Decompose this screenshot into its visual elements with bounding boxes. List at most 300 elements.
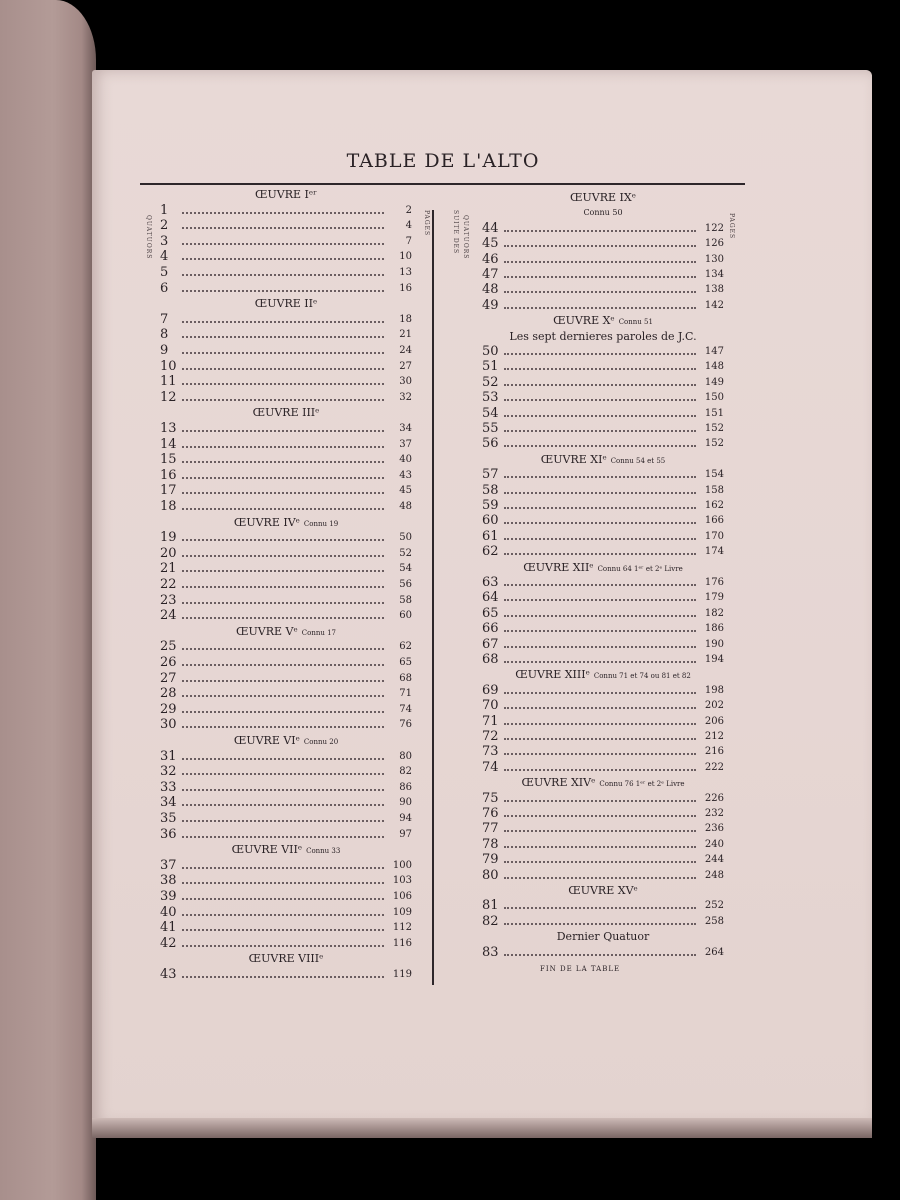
table-row [482,683,724,699]
dot-leader [182,820,384,822]
page-number: 149 [704,376,724,388]
dot-leader [504,846,696,848]
dot-leader [504,907,696,909]
dot-leader [182,976,384,978]
quartet-number: 54 [482,405,499,421]
table-row [482,483,724,499]
quartet-number: 71 [482,713,499,729]
table-row [482,714,724,730]
table-row [160,421,412,437]
section-heading [160,405,412,421]
section-heading [482,205,724,221]
table-row [482,760,724,776]
quartet-number: 27 [160,670,177,686]
page-number: 179 [704,592,724,604]
table-row [160,203,412,219]
page-number: 24 [399,345,412,356]
table-row [482,513,724,529]
quartet-number: 72 [482,729,499,744]
quartet-number: 60 [482,513,499,529]
page-number: 158 [704,484,724,496]
quartet-number: 68 [482,652,499,667]
table-row [482,898,724,914]
table-row [160,218,412,234]
quartet-number: 14 [160,436,177,452]
page-number: 56 [399,579,412,590]
quartet-number: 13 [160,421,177,436]
page-number: 222 [704,761,724,773]
section-heading [160,187,412,203]
page-number: 232 [704,808,724,819]
quartet-number: 16 [160,467,177,483]
quartet-number: 39 [160,889,177,904]
quartet-number: 78 [482,836,499,852]
table-row [482,436,724,452]
quartet-number: 31 [160,748,177,764]
quartet-number: 38 [160,873,177,889]
page-number: 52 [399,547,412,559]
table-row [482,606,724,622]
page-number: 198 [704,684,724,696]
quartet-number: 34 [160,795,177,811]
page-number: 65 [399,657,412,668]
quartet-number: 46 [482,251,499,267]
heading-note: Connu 33 [306,847,341,856]
table-row [482,698,724,714]
page-number: 2 [405,204,412,216]
quartet-number: 77 [482,821,499,837]
quartet-number: 22 [160,577,177,592]
page-number: 45 [399,485,412,497]
quartet-number: 70 [482,698,499,714]
table-row [160,717,412,733]
table-row [160,312,412,328]
section-heading [160,624,412,640]
dot-leader [504,492,696,494]
page-number: 162 [704,500,724,511]
page-number: 82 [399,766,412,778]
section-heading [482,560,724,576]
dot-leader [182,352,384,354]
side-label-quatuors: QUATUORS [145,215,152,260]
section-heading [160,951,412,967]
quartet-number: 66 [482,621,499,637]
dot-leader [504,261,696,263]
table-row [482,652,724,668]
quartet-number: 33 [160,779,177,795]
dot-leader [182,711,384,713]
dot-leader [182,617,384,619]
quartet-number: 3 [160,233,169,249]
page-number: 27 [399,360,412,372]
heading-note: Connu 76 1ᵉʳ et 2ᵉ Livre [599,780,685,789]
side-label-suite: SUITE DES [452,210,459,255]
page-number: 150 [704,392,724,404]
page-number: 170 [704,530,724,542]
table-row [482,837,724,853]
dot-leader [504,954,696,956]
dot-leader [504,245,696,247]
page-number: 54 [399,563,412,575]
page-number: 94 [399,813,412,824]
dot-leader [182,290,384,292]
quartet-number: 40 [160,904,177,920]
page-number: 248 [704,869,724,881]
heading-text: ŒUVRE Iᵉʳ [255,188,317,201]
table-row [482,467,724,483]
page-title: TABLE DE L'ALTO [346,150,540,172]
dot-leader [504,599,696,601]
quartet-number: 80 [482,867,499,883]
table-row [160,265,412,281]
page-number: 152 [704,438,724,450]
quartet-number: 52 [482,374,499,390]
table-row [160,374,412,390]
section-heading [482,313,724,329]
table-row [160,686,412,702]
quartet-number: 74 [482,759,499,775]
table-row [160,577,412,593]
quartet-number: 69 [482,682,499,698]
table-row [160,593,412,609]
dot-leader [504,553,696,555]
page-number: 148 [704,361,724,373]
section-heading [482,190,724,206]
page-number: 74 [399,703,412,715]
quartet-number: 17 [160,483,177,499]
heading-text: ŒUVRE VIIᵉ [231,843,303,857]
quartet-number: 12 [160,389,177,405]
page-number: 50 [399,532,412,544]
title-rule [140,183,745,185]
page-number: 43 [399,469,412,481]
dot-leader [504,522,696,524]
page-number: 32 [399,391,412,403]
dot-leader [504,415,696,417]
dot-leader [504,584,696,586]
dot-leader [182,648,384,650]
table-row [482,729,724,745]
page-number: 264 [704,946,724,958]
quartet-number: 47 [482,267,499,282]
page-number: 103 [392,875,412,887]
page-number: 80 [399,750,412,762]
page-number: 202 [704,700,724,712]
table-row [160,468,412,484]
table-row [160,452,412,468]
section-heading [482,929,724,945]
quartet-number: 82 [482,913,499,929]
dot-leader [182,336,384,338]
quartet-number: 11 [160,374,177,390]
table-row [160,249,412,265]
dot-leader [504,476,696,478]
dot-leader [182,274,384,276]
page-number: 130 [704,253,724,265]
dot-leader [182,945,384,947]
dot-leader [182,882,384,884]
dot-leader [504,399,696,401]
table-row [482,421,724,437]
quartet-number: 44 [482,220,499,236]
heading-text: ŒUVRE IIIᵉ [252,406,320,420]
heading-text: ŒUVRE XVᵉ [568,884,638,897]
page-number: 48 [399,501,412,512]
page-number: 206 [704,715,724,727]
table-row [160,920,412,936]
page-number: 134 [704,269,724,280]
quartet-number: 45 [482,236,499,252]
table-row [160,390,412,406]
table-row [482,267,724,283]
quartet-number: 26 [160,655,177,670]
dot-leader [182,680,384,682]
table-row [160,483,412,499]
page-number: 138 [704,284,724,296]
heading-text: ŒUVRE XIIIᵉ [515,668,590,682]
dot-leader [504,753,696,755]
table-row [160,858,412,874]
table-row [160,967,412,983]
page-number: 119 [392,969,412,980]
page-number: 71 [399,688,412,700]
table-row [160,546,412,562]
left-column [160,187,412,982]
table-row [160,359,412,375]
page-number: 122 [704,222,724,234]
dot-leader [182,586,384,588]
heading-text: ŒUVRE XIIᵉ [523,560,594,574]
page-number: 152 [704,423,724,434]
quartet-number: 50 [482,344,499,359]
heading-note: Connu 54 et 55 [610,456,666,465]
page-number: 7 [405,235,412,247]
page-number: 40 [399,454,412,466]
page-number: 30 [399,376,412,388]
dot-leader [182,726,384,728]
dot-leader [182,570,384,572]
quartet-number: 7 [160,311,169,327]
quartet-number: 4 [160,249,169,265]
page-number: 226 [704,792,724,804]
dot-leader [504,661,696,663]
dot-leader [504,291,696,293]
section-heading [160,842,412,858]
quartet-number: 61 [482,528,499,544]
table-row [482,621,724,637]
quartet-number: 42 [160,935,177,951]
quartet-number: 49 [482,297,499,313]
dot-leader [504,738,696,740]
section-heading [482,667,724,683]
table-row [160,873,412,889]
table-row [160,811,412,827]
dot-leader [182,602,384,604]
dot-leader [504,230,696,232]
quartet-number: 15 [160,452,177,468]
quartet-number: 24 [160,608,177,624]
table-row [160,608,412,624]
page-number: 147 [704,346,724,357]
heading-text: ŒUVRE IIᵉ [254,297,318,311]
table-row [482,945,724,961]
page-number: 151 [704,407,724,419]
table-row [482,590,724,606]
table-row [160,795,412,811]
table-row [482,544,724,560]
table-row [482,914,724,930]
table-row [482,221,724,237]
dot-leader [504,307,696,309]
table-row [160,327,412,343]
quartet-number: 43 [160,967,177,982]
table-row [482,637,724,653]
page-number: 216 [704,746,724,758]
table-row [160,827,412,843]
quartet-number: 79 [482,852,499,868]
table-row [482,359,724,375]
page-number: 116 [392,937,412,949]
quartet-number: 8 [160,327,169,343]
table-row [160,889,412,905]
dot-leader [182,804,384,806]
heading-text: ŒUVRE Xᵉ [553,314,615,328]
heading-note: Connu 51 [618,318,653,327]
quartet-number: 28 [160,686,177,702]
quartet-number: 56 [482,436,499,452]
heading-text: ŒUVRE VIIIᵉ [248,952,324,966]
dot-leader [182,555,384,557]
page-number: 176 [704,577,724,588]
quartet-number: 25 [160,639,177,655]
table-row [160,234,412,250]
quartet-number: 63 [482,575,499,590]
quartet-number: 53 [482,390,499,406]
quartet-number: 32 [160,764,177,780]
page-number: 174 [704,546,724,558]
dot-leader [182,836,384,838]
dot-leader [182,773,384,775]
quartet-number: 65 [482,605,499,621]
quartet-number: 9 [160,343,169,358]
table-row [482,236,724,252]
end-of-table: FIN DE LA TABLE [540,965,621,973]
table-row [160,702,412,718]
dot-leader [182,446,384,448]
heading-text: Les sept dernieres paroles de J.C. [509,329,697,343]
table-row [482,406,724,422]
table-row [482,791,724,807]
heading-text: Dernier Quatuor [556,930,650,944]
section-heading [160,733,412,749]
quartet-number: 23 [160,592,177,608]
table-row [482,868,724,884]
page-number: 34 [399,423,412,434]
dot-leader [504,445,696,447]
column-divider [432,210,434,985]
table-row [160,639,412,655]
dot-leader [182,929,384,931]
page-number: 194 [704,654,724,665]
dot-leader [504,384,696,386]
page-number: 10 [399,251,412,263]
side-label-pages-right: PAGES [728,213,735,240]
page-number: 240 [704,838,724,850]
table-row [160,343,412,359]
quartet-number: 81 [482,898,499,914]
quartet-number: 18 [160,499,177,514]
quartet-number: 48 [482,282,499,298]
page-number: 258 [704,915,724,927]
dot-leader [182,914,384,916]
quartet-number: 41 [160,920,177,936]
page-number: 252 [704,900,724,912]
page-number: 13 [399,267,412,278]
page-number: 60 [399,610,412,622]
dot-leader [504,815,696,817]
dot-leader [504,830,696,832]
table-row [160,499,412,515]
table-row [482,344,724,360]
dot-leader [182,430,384,432]
table-row [482,298,724,314]
dot-leader [504,353,696,355]
heading-text: ŒUVRE XIVᵉ [521,776,596,790]
section-heading [482,883,724,899]
dot-leader [504,615,696,617]
heading-text: ŒUVRE VIᵉ [233,734,300,747]
dot-leader [182,368,384,370]
page-number: 86 [399,781,412,793]
page-number: 190 [704,638,724,650]
dot-leader [182,867,384,869]
quartet-number: 51 [482,359,499,375]
table-row [482,375,724,391]
dot-leader [182,898,384,900]
table-row [482,498,724,514]
table-row [482,575,724,591]
page-number: 106 [392,891,412,902]
heading-note: Connu 64 1ᵉʳ et 2ᵉ Livre [597,564,683,573]
page-number: 90 [399,797,412,809]
heading-text: Connu 50 [583,208,623,218]
page-number: 166 [704,515,724,527]
quartet-number: 64 [482,590,499,606]
table-row [482,806,724,822]
table-row [160,671,412,687]
dot-leader [182,789,384,791]
page-number: 21 [399,329,412,341]
page-number: 244 [704,854,724,866]
dot-leader [504,507,696,509]
dot-leader [504,707,696,709]
page-number: 62 [399,641,412,653]
page-number: 76 [399,719,412,731]
page-number: 112 [392,922,412,934]
heading-text: ŒUVRE IXᵉ [570,191,636,204]
table-row [160,780,412,796]
page-number: 126 [704,238,724,250]
side-label-pages-left: PAGES [423,210,430,237]
quartet-number: 62 [482,544,499,560]
dot-leader [504,923,696,925]
heading-text: ŒUVRE Vᵉ [236,624,298,638]
page-number: 97 [399,828,412,840]
quartet-number: 5 [160,265,169,280]
page-number: 109 [392,906,412,918]
dot-leader [504,368,696,370]
page-number: 182 [704,607,724,619]
